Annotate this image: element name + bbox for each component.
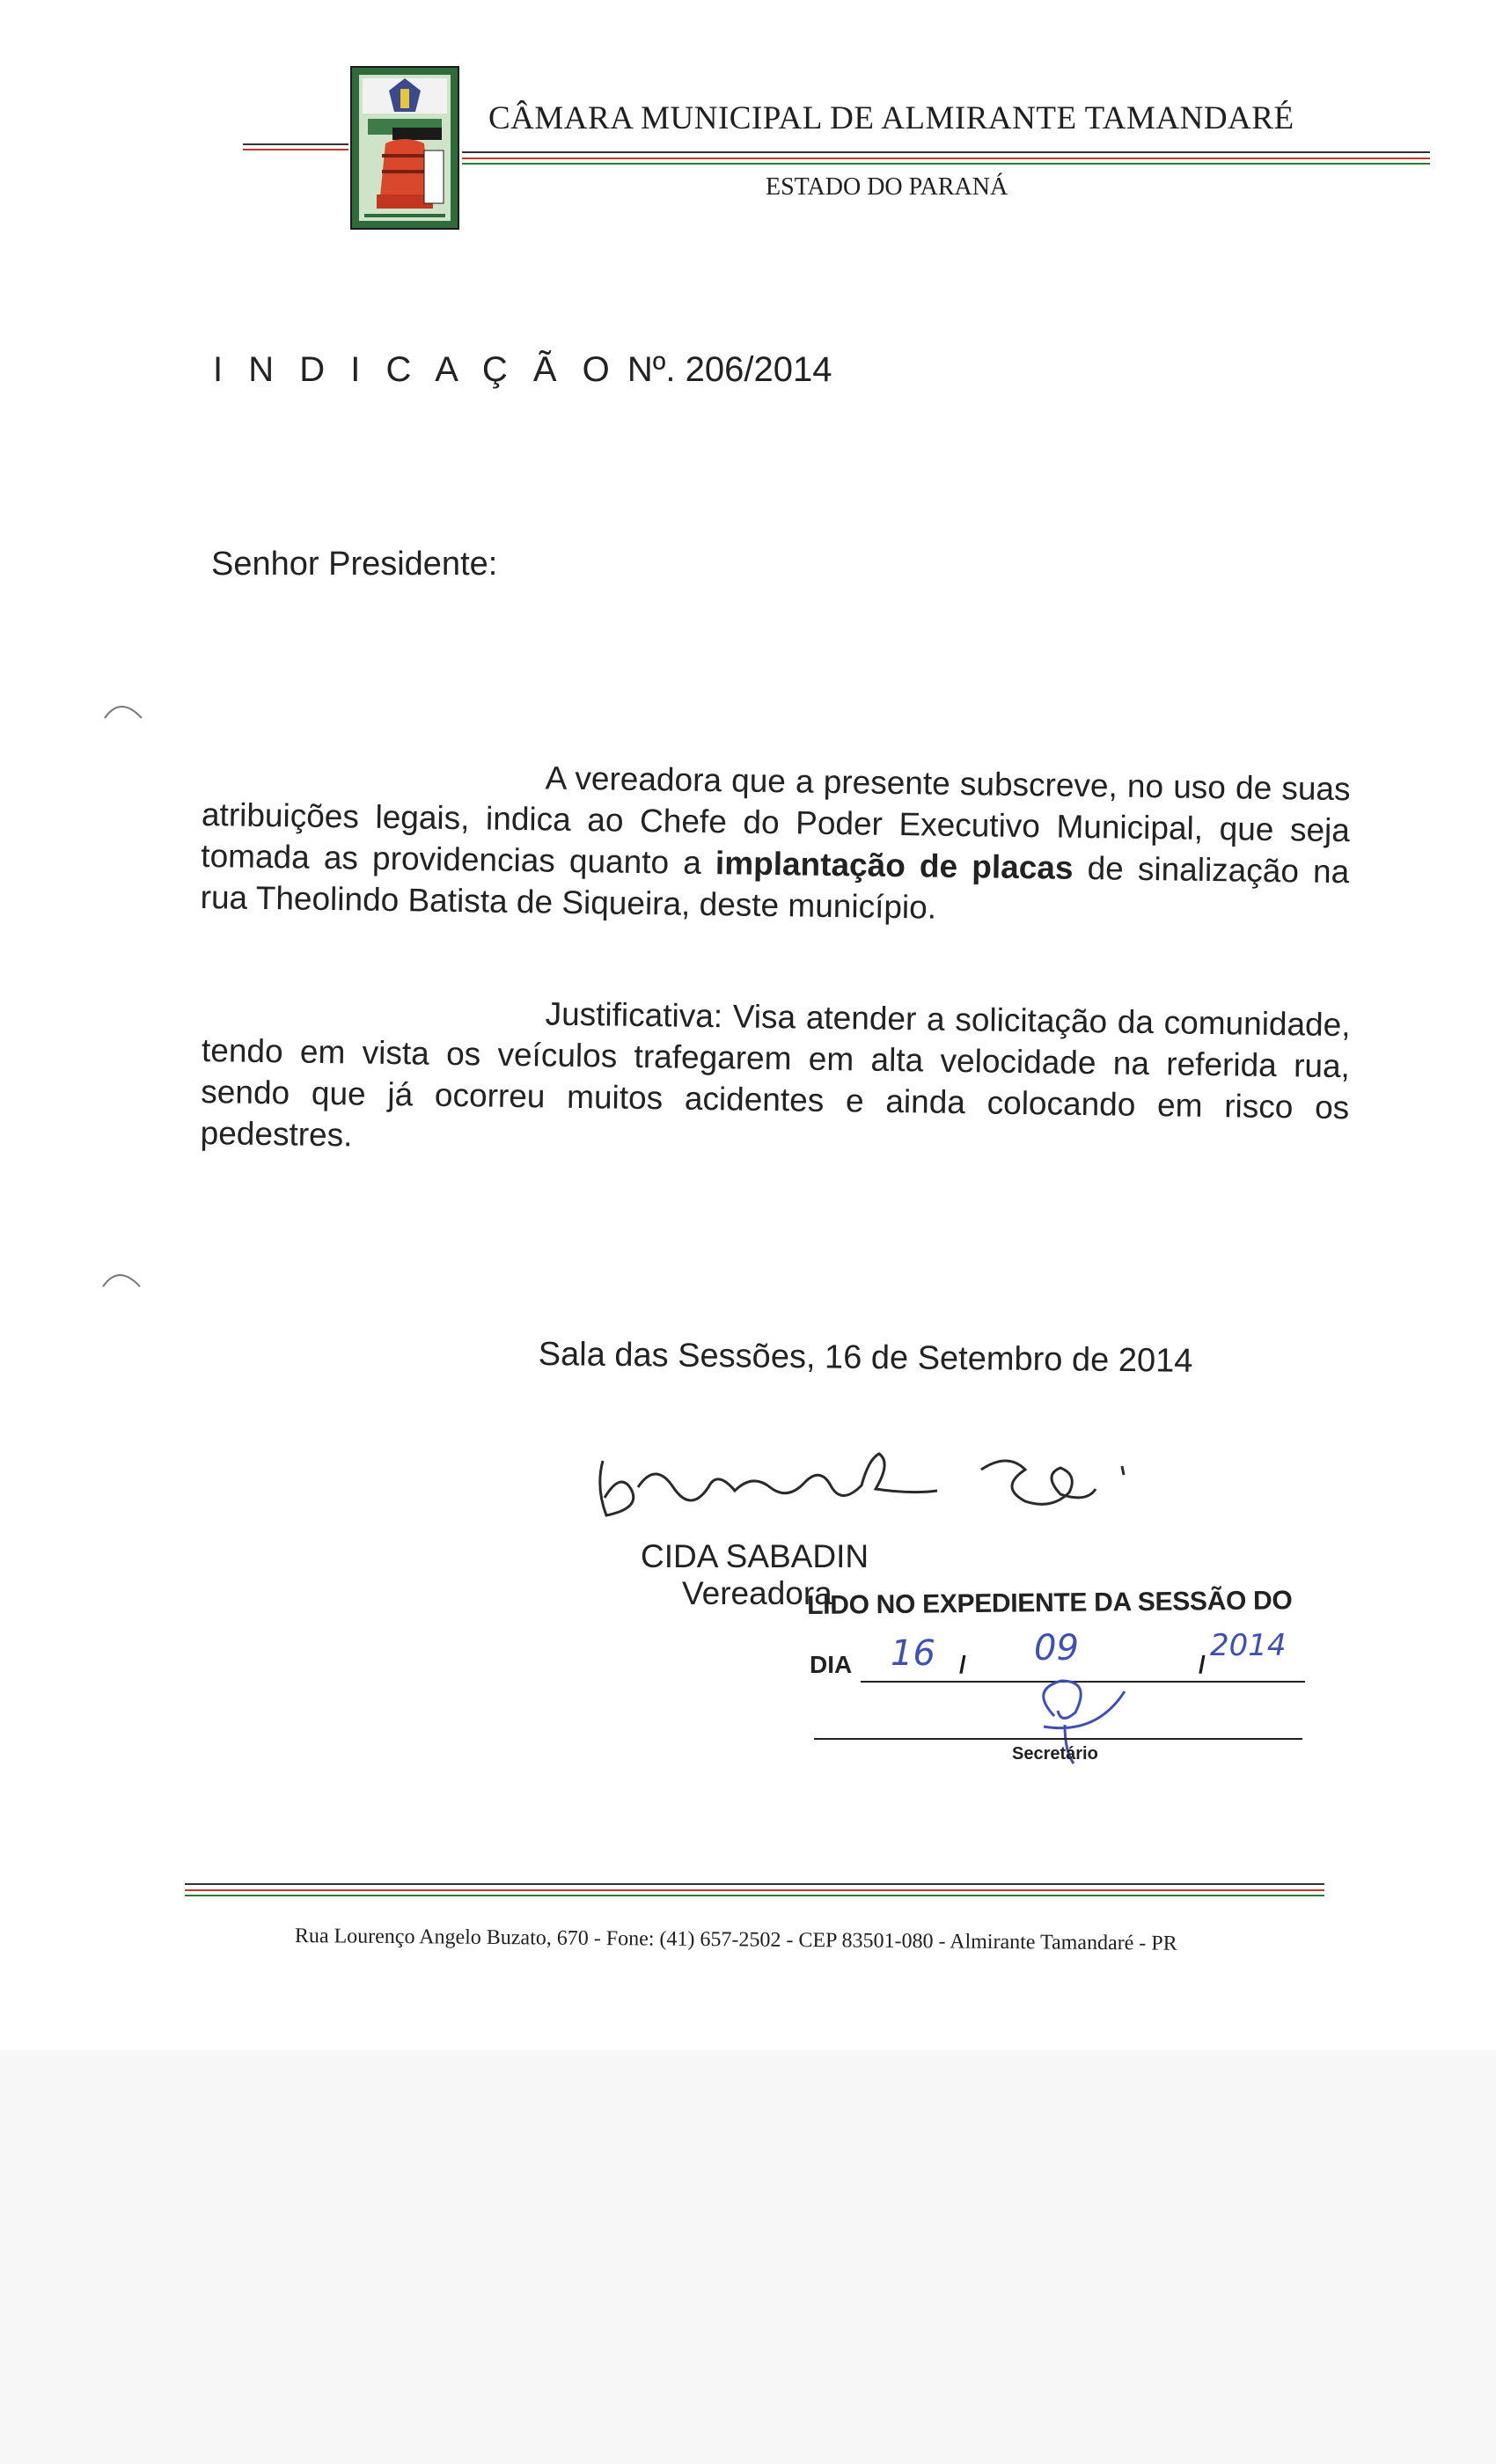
state-name: ESTADO DO PARANÁ [766,173,1008,201]
punch-hole-mark [99,1264,143,1290]
document-number: Nº. 206/2014 [627,350,832,389]
body-paragraph [200,752,1350,934]
signer-role: Vereadora [682,1575,832,1611]
header-rule-right-dark [462,151,1430,153]
institution-name: CÂMARA MUNICIPAL DE ALMIRANTE TAMANDARÉ [488,100,1294,136]
body-text-part1: A vereadora que a presente subscreve, no uso de suas atribuições legais, indica ao Chefe do Poder Executivo Municipal, que seja tomada as providencias quanto a [201,759,1351,882]
footer-rule-green [185,1895,1324,1896]
document-type-label: I N D I C A Ç Ã O [213,350,618,389]
header-rule-left-dark [243,143,348,145]
footer-rule-dark [185,1883,1324,1885]
header-rule-right-red [462,158,1430,159]
stamp-separator: / [1199,1651,1206,1678]
handwritten-signature [576,1443,1210,1522]
secretary-label: Secretário [1012,1744,1098,1764]
page-margin-bottom [0,2050,1496,2464]
punch-hole-mark [101,695,145,722]
justification-paragraph [200,988,1350,1170]
header-rule-left-red [243,149,348,150]
stamp-day: 16 [891,1633,935,1674]
footer-address: Rua Lourenço Angelo Buzato, 670 - Fone: (41) 657-2502 - CEP 83501-080 - Almirante Tamandaré - PR [294,1925,1177,1955]
body-text-part2: de sinalização na rua Theolindo Batista de Siqueira, deste município. [200,849,1350,926]
secretary-line [814,1738,1302,1740]
greeting: Senhor Presidente: [211,546,498,583]
signer-name: CIDA SABADIN [641,1538,869,1574]
stamp-month: 09 [1034,1628,1079,1668]
footer-rule-red [185,1889,1324,1891]
place-and-date: Sala das Sessões, 16 de Setembro de 2014 [538,1336,1193,1380]
stamp-separator: / [959,1651,966,1678]
municipal-coat-of-arms-icon [350,66,459,230]
document-title [213,350,832,390]
body-text-bold: implantação de placas [715,845,1074,886]
header-rule-right-green [462,163,1430,165]
justification-text: Justificativa: Visa atender a solicitação da comunidade, tendo em vista os veículos trafegarem em alta velocidade na referida rua, sendo que já ocorreu muitos acidentes e ainda colocando em risco os pedestres. [200,995,1351,1154]
stamp-year: 2014 [1210,1628,1287,1663]
stamp-title: LIDO NO EXPEDIENTE DA SESSÃO DO [807,1586,1293,1620]
stamp-dia-label: DIA [810,1651,853,1678]
